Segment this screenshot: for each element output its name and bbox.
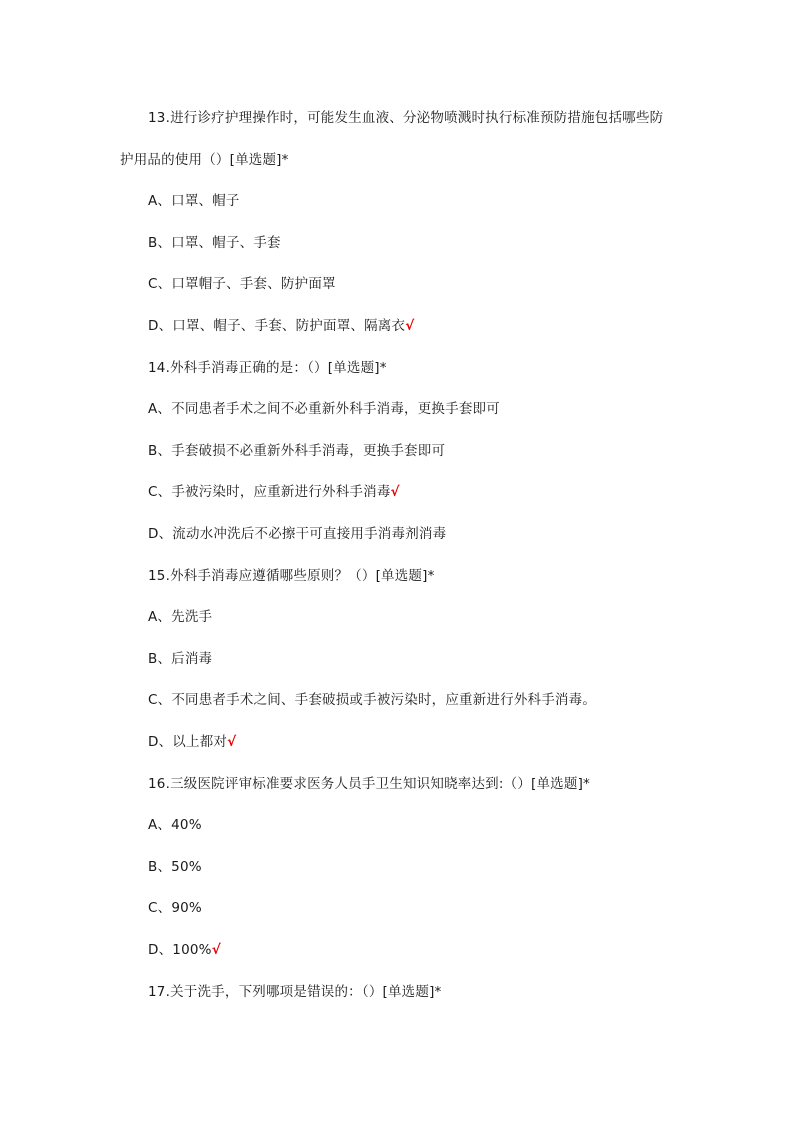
question-15-option-c: C、不同患者手术之间、手套破损或手被污染时，应重新进行外科手消毒。 — [148, 692, 597, 708]
correct-check-mark: √ — [211, 942, 221, 958]
question-14-option-d: D、流动水冲洗后不必擦干可直接用手消毒剂消毒 — [148, 526, 447, 542]
question-15-option-a: A、先洗手 — [148, 609, 213, 625]
correct-check-mark: √ — [227, 734, 237, 750]
question-13-option-b: B、口罩、帽子、手套 — [148, 235, 281, 251]
correct-check-mark: √ — [390, 484, 400, 500]
question-13-text: 13.进行诊疗护理操作时，可能发生血液、分泌物喷溅时执行标准预防措施包括哪些防 — [148, 110, 664, 126]
question-13-option-c: C、口罩帽子、手套、防护面罩 — [148, 276, 336, 292]
question-13-option-d: D、口罩、帽子、手套、防护面罩、隔离衣√ — [148, 318, 415, 334]
question-14-option-c: C、手被污染时，应重新进行外科手消毒√ — [148, 484, 400, 500]
question-15-option-b: B、后消毒 — [148, 651, 213, 667]
question-14-text: 14.外科手消毒正确的是：（）[单选题]* — [148, 360, 387, 376]
question-15-option-d: D、以上都对√ — [148, 734, 237, 750]
question-17-text: 17.关于洗手，下列哪项是错误的：（）[单选题]* — [148, 984, 442, 1000]
question-15-text: 15.外科手消毒应遵循哪些原则？（）[单选题]* — [148, 568, 435, 584]
question-16-option-b: B、50% — [148, 859, 202, 875]
question-16-option-d: D、100%√ — [148, 942, 221, 958]
question-14-option-a: A、不同患者手术之间不必重新外科手消毒，更换手套即可 — [148, 401, 500, 417]
question-14-option-b: B、手套破损不必重新外科手消毒，更换手套即可 — [148, 443, 446, 459]
question-16-option-a: A、40% — [148, 817, 202, 833]
question-16-text: 16.三级医院评审标准要求医务人员手卫生知识知晓率达到:（）[单选题]* — [148, 776, 591, 792]
question-13-text-continued: 护用品的使用（）[单选题]* — [120, 152, 289, 168]
question-13-option-a: A、口罩、帽子 — [148, 193, 240, 209]
correct-check-mark: √ — [405, 318, 415, 334]
question-16-option-c: C、90% — [148, 900, 202, 916]
